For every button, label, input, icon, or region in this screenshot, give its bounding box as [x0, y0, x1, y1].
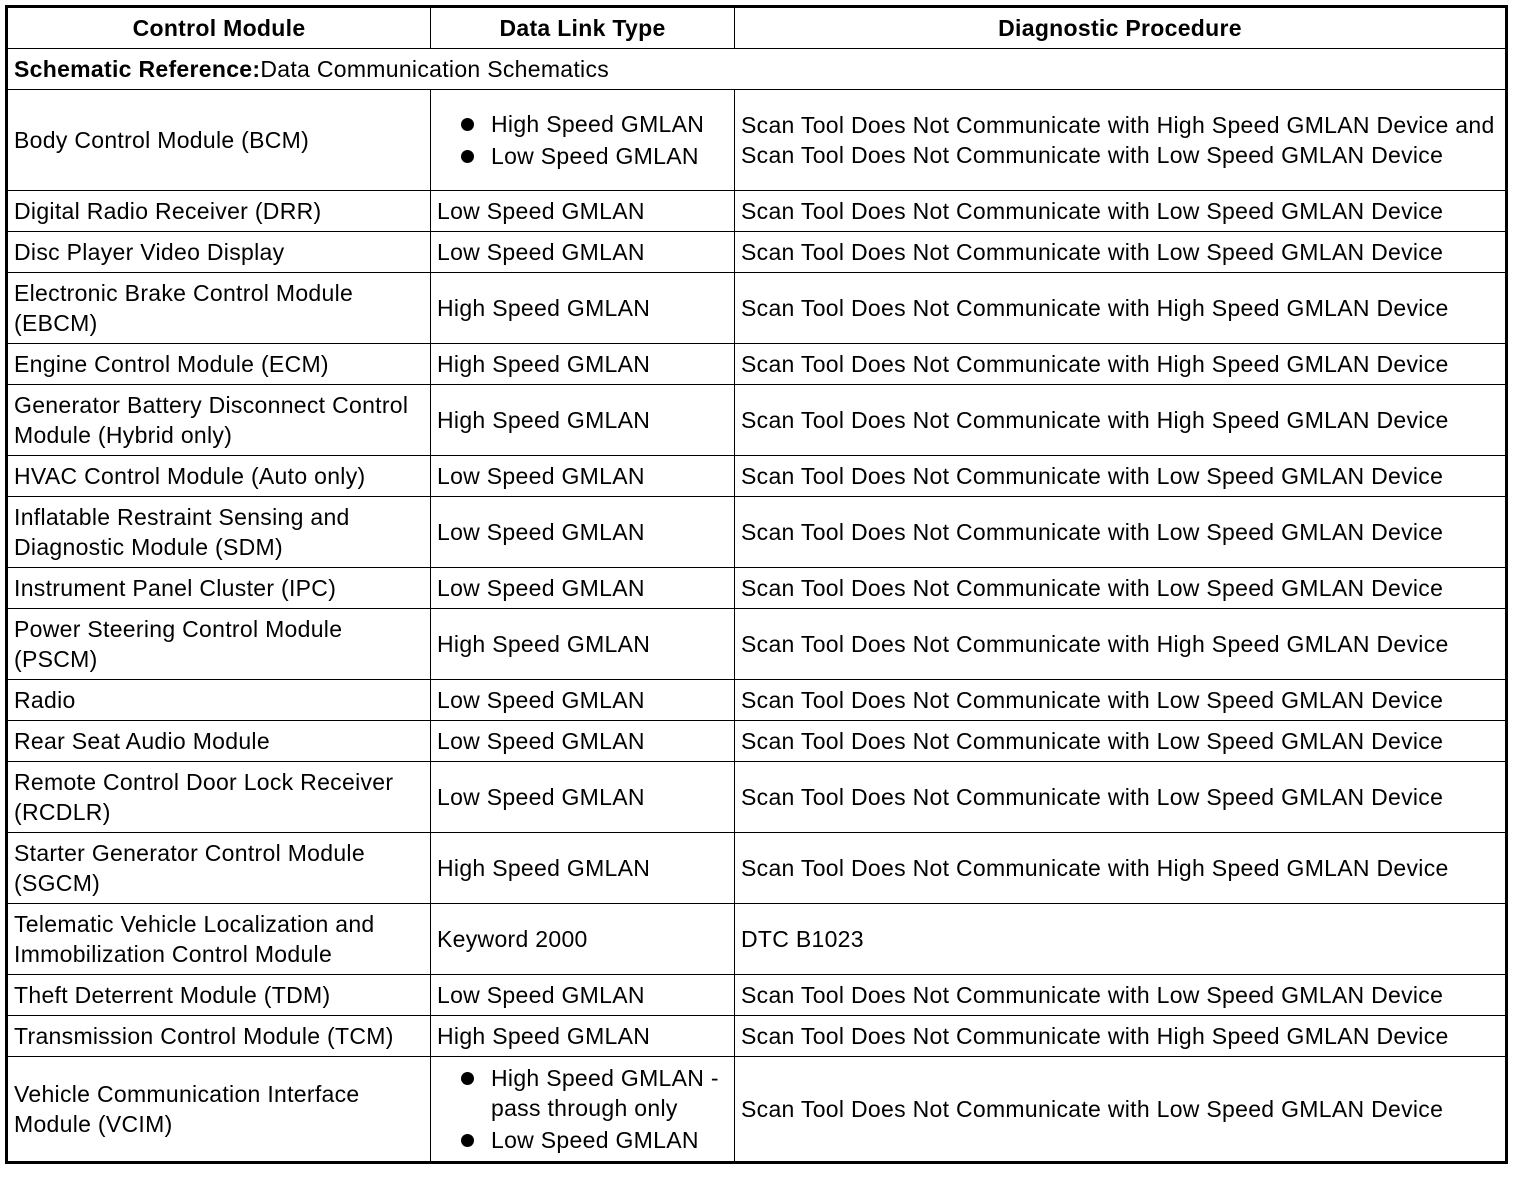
link-cell: Keyword 2000	[431, 904, 735, 975]
procedure-cell[interactable]: Scan Tool Does Not Communicate with Low Speed GMLAN Device	[735, 680, 1507, 721]
table-row	[7, 833, 1507, 904]
procedure-cell[interactable]: Scan Tool Does Not Communicate with Low Speed GMLAN Device	[735, 191, 1507, 232]
schematic-reference-link[interactable]: Data Communication Schematics	[260, 56, 610, 82]
link-cell: High Speed GMLAN	[431, 273, 735, 344]
module-cell: Radio	[7, 680, 431, 721]
module-cell: Electronic Brake Control Module (EBCM)	[7, 273, 431, 344]
link-cell	[431, 1057, 735, 1163]
link-text: High Speed GMLAN - pass through only	[491, 1065, 719, 1121]
link-cell: High Speed GMLAN	[431, 385, 735, 456]
module-cell: Vehicle Communication Interface Module (VCIM)	[7, 1057, 431, 1163]
bullet-icon	[461, 150, 474, 163]
link-cell: Low Speed GMLAN	[431, 191, 735, 232]
link-text: High Speed GMLAN	[491, 111, 705, 137]
header-control-module: Control Module	[7, 7, 431, 49]
link-cell	[431, 90, 735, 191]
link-cell: Low Speed GMLAN	[431, 721, 735, 762]
module-cell: Body Control Module (BCM)	[7, 90, 431, 191]
module-cell: Theft Deterrent Module (TDM)	[7, 975, 431, 1016]
module-cell: Remote Control Door Lock Receiver (RCDLR)	[7, 762, 431, 833]
table-row	[7, 680, 1507, 721]
table-row	[7, 1016, 1507, 1057]
procedure-cell[interactable]: Scan Tool Does Not Communicate with Low Speed GMLAN Device	[735, 456, 1507, 497]
module-cell: HVAC Control Module (Auto only)	[7, 456, 431, 497]
procedure-cell[interactable]: Scan Tool Does Not Communicate with Low Speed GMLAN Device	[735, 975, 1507, 1016]
module-cell: Transmission Control Module (TCM)	[7, 1016, 431, 1057]
bullet-icon	[461, 118, 474, 131]
procedure-cell[interactable]: Scan Tool Does Not Communicate with High Speed GMLAN Device and Scan Tool Does Not Communicate with Low Speed GMLAN Device	[735, 90, 1507, 191]
procedure-cell[interactable]: Scan Tool Does Not Communicate with High Speed GMLAN Device	[735, 833, 1507, 904]
link-cell: High Speed GMLAN	[431, 609, 735, 680]
link-cell: Low Speed GMLAN	[431, 232, 735, 273]
link-list	[437, 1063, 728, 1155]
list-item	[451, 1063, 728, 1123]
list-item	[451, 109, 728, 139]
table-row	[7, 568, 1507, 609]
module-cell: Generator Battery Disconnect Control Module (Hybrid only)	[7, 385, 431, 456]
data-link-table	[5, 5, 1508, 1164]
procedure-cell[interactable]: Scan Tool Does Not Communicate with Low Speed GMLAN Device	[735, 232, 1507, 273]
header-data-link-type: Data Link Type	[431, 7, 735, 49]
table-row	[7, 273, 1507, 344]
table-row	[7, 721, 1507, 762]
module-cell: Inflatable Restraint Sensing and Diagnostic Module (SDM)	[7, 497, 431, 568]
table-row	[7, 344, 1507, 385]
procedure-cell[interactable]: Scan Tool Does Not Communicate with High Speed GMLAN Device	[735, 1016, 1507, 1057]
module-cell: Instrument Panel Cluster (IPC)	[7, 568, 431, 609]
table-row	[7, 385, 1507, 456]
procedure-cell[interactable]: Scan Tool Does Not Communicate with High Speed GMLAN Device	[735, 344, 1507, 385]
table-row	[7, 90, 1507, 191]
procedure-cell[interactable]: Scan Tool Does Not Communicate with Low Speed GMLAN Device	[735, 721, 1507, 762]
header-diagnostic-procedure: Diagnostic Procedure	[735, 7, 1507, 49]
procedure-cell[interactable]: Scan Tool Does Not Communicate with High Speed GMLAN Device	[735, 273, 1507, 344]
procedure-cell[interactable]: Scan Tool Does Not Communicate with Low Speed GMLAN Device	[735, 762, 1507, 833]
module-cell: Telematic Vehicle Localization and Immobilization Control Module	[7, 904, 431, 975]
table-row	[7, 497, 1507, 568]
link-cell: Low Speed GMLAN	[431, 456, 735, 497]
table-row	[7, 762, 1507, 833]
table-row	[7, 975, 1507, 1016]
schematic-reference-cell	[7, 49, 1507, 90]
schematic-reference-label: Schematic Reference:	[14, 56, 261, 82]
link-cell: Low Speed GMLAN	[431, 762, 735, 833]
link-cell: High Speed GMLAN	[431, 833, 735, 904]
table-row	[7, 456, 1507, 497]
table-row	[7, 232, 1507, 273]
module-cell: Power Steering Control Module (PSCM)	[7, 609, 431, 680]
bullet-icon	[461, 1072, 474, 1085]
link-text: Low Speed GMLAN	[491, 143, 699, 169]
link-cell: High Speed GMLAN	[431, 344, 735, 385]
procedure-cell[interactable]: Scan Tool Does Not Communicate with Low Speed GMLAN Device	[735, 497, 1507, 568]
table-row	[7, 609, 1507, 680]
link-cell: Low Speed GMLAN	[431, 497, 735, 568]
link-cell: High Speed GMLAN	[431, 1016, 735, 1057]
header-row	[7, 7, 1507, 49]
procedure-cell[interactable]: Scan Tool Does Not Communicate with High Speed GMLAN Device	[735, 609, 1507, 680]
module-cell: Disc Player Video Display	[7, 232, 431, 273]
list-item	[451, 1125, 728, 1155]
schematic-reference-row	[7, 49, 1507, 90]
link-cell: Low Speed GMLAN	[431, 680, 735, 721]
link-cell: Low Speed GMLAN	[431, 975, 735, 1016]
link-cell: Low Speed GMLAN	[431, 568, 735, 609]
link-list	[437, 109, 728, 171]
procedure-cell[interactable]: Scan Tool Does Not Communicate with High Speed GMLAN Device	[735, 385, 1507, 456]
module-cell: Starter Generator Control Module (SGCM)	[7, 833, 431, 904]
procedure-cell[interactable]: DTC B1023	[735, 904, 1507, 975]
table-row	[7, 191, 1507, 232]
table-row	[7, 1057, 1507, 1163]
table-row	[7, 904, 1507, 975]
list-item	[451, 141, 728, 171]
module-cell: Rear Seat Audio Module	[7, 721, 431, 762]
link-text: Low Speed GMLAN	[491, 1127, 699, 1153]
procedure-cell[interactable]: Scan Tool Does Not Communicate with Low Speed GMLAN Device	[735, 1057, 1507, 1163]
bullet-icon	[461, 1134, 474, 1147]
module-cell: Digital Radio Receiver (DRR)	[7, 191, 431, 232]
procedure-cell[interactable]: Scan Tool Does Not Communicate with Low Speed GMLAN Device	[735, 568, 1507, 609]
module-cell: Engine Control Module (ECM)	[7, 344, 431, 385]
